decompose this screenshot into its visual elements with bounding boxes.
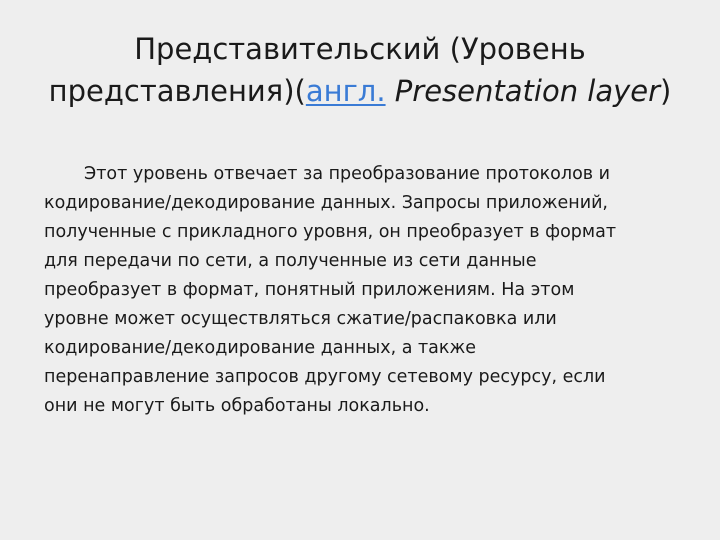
- body-line: уровне может осуществляться сжатие/распаковка или: [44, 309, 557, 329]
- body-line: для передачи по сети, а полученные из сети данные: [44, 251, 537, 271]
- english-link[interactable]: англ.: [305, 74, 386, 108]
- body-line: преобразует в формат, понятный приложениям. На этом: [44, 280, 575, 300]
- body-line: перенаправление запросов другому сетевому ресурсу, если: [44, 367, 606, 387]
- body-line: Этот уровень отвечает за преобразование протоколов и: [84, 164, 611, 184]
- presentation-layer-term: Presentation layer: [394, 74, 661, 108]
- body-line: кодирование/декодирование данных. Запросы приложений,: [44, 193, 608, 213]
- title-line-1: Представительский (Уровень: [134, 32, 586, 66]
- body-line: полученные с прикладного уровня, он преобразует в формат: [44, 222, 617, 242]
- title-space: [386, 74, 395, 108]
- title-suffix: ): [660, 74, 672, 108]
- title-line-2: [30, 70, 690, 112]
- slide-title: [30, 28, 690, 112]
- body-line: они не могут быть обработаны локально.: [44, 396, 430, 416]
- title-prefix: представления)(: [48, 74, 306, 108]
- body-line: кодирование/декодирование данных, а также: [44, 338, 477, 358]
- body-text: [44, 160, 684, 421]
